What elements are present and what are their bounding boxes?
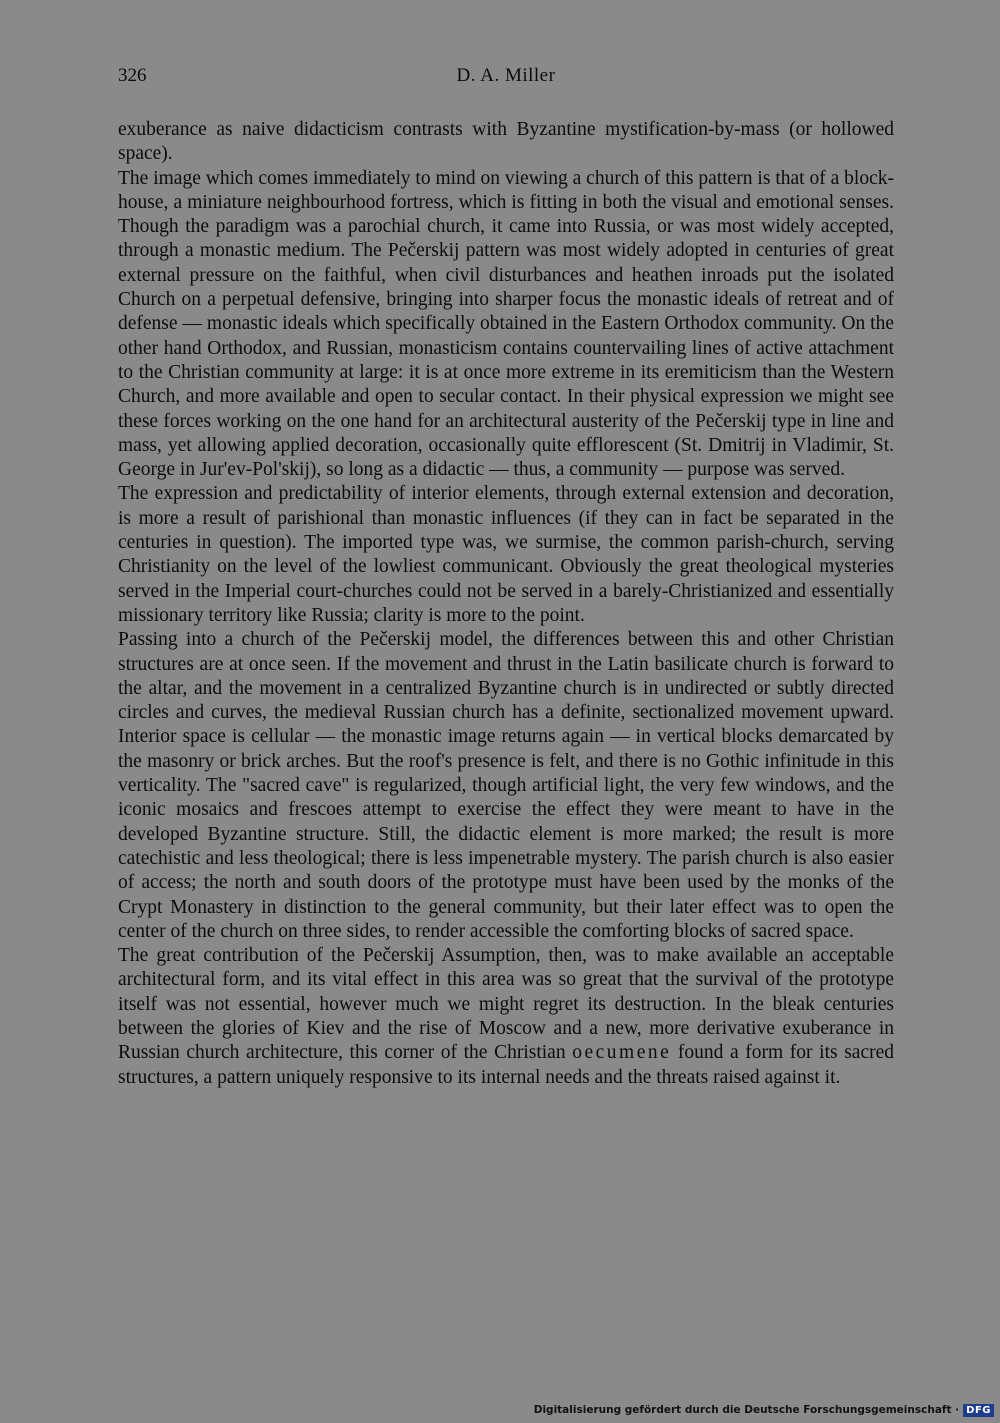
paragraph-2: The image which comes immediately to mind on viewing a church of this pattern is that of a block-house, a miniature neighbourhood fortress, which is fitting in both the visual and emotional senses. Though the paradigm was a parochial church, it came into Russia, or was most widely accepted, through a monastic medium. The Pečerskij pattern was most widely adopted in centuries of great external pressure on the faithful, when civil disturbances and heathen inroads put the isolated Church on a perpetual defensive, bringing into sharper focus the monastic ideals of retreat and of defense — monastic ideals which specifically obtained in the Eastern Orthodox community. On the other hand Orthodox, and Russian, monasticism contains countervailing lines of active attachment to the Christian community at large: it is at once more extreme in its eremiticism than the Western Church, and more available and open to secular contact. In their physical expression we might see these forces working on the one hand for an architectural austerity of the Pečerskij type in line and mass, yet allowing applied decoration, occasionally quite efflorescent (St. Dmitrij in Vladimir, St. George in Jur'ev-Pol'skij), so long as a didactic — thus, a community — purpose was served.: [118, 167, 894, 481]
dfg-logo: DFG: [963, 1404, 994, 1417]
digitization-footer: [534, 1403, 994, 1417]
page-header: [118, 64, 894, 88]
paragraph-5-text-end: found a form for its sacred structures, a pattern uniquely responsive to its internal needs and the threats raised against it.: [118, 1042, 895, 1088]
paragraph-4: Passing into a church of the Pečerskij model, the differences between this and other Christian structures are at once seen. If the movement and thrust in the Latin basilicate church is forward to the altar, and the movement in a centralized Byzantine church is in undirected or subtly directed circles and curves, the medieval Russian church has a definite, sectionalized movement upward. Interior space is cellular — the monastic image returns again — in vertical blocks demarcated by the masonry or brick arches. But the roof's presence is felt, and there is no Gothic infinitude in this verticality. The "sacred cave" is regularized, though artificial light, the very few windows, and the iconic mosaics and frescoes attempt to exercise the effect they were meant to have in the developed Byzantine structure. Still, the didactic element is more marked; the result is more catechistic and less theological; there is less impenetrable mystery. The parish church is also easier of access; the north and south doors of the prototype must have been used by the monks of the Crypt Monastery in distinction to the general community, but their later effect was to open the center of the church on three sides, to render accessible the comforting blocks of sacred space.: [118, 629, 894, 942]
paragraph-3: The expression and predictability of interior elements, through external extension and decoration, is more a result of parishional than monastic influences (if they can in fact be separated in the centuries in question). The imported type was, we surmise, the common parish-church, serving Christianity on the level of the lowliest communicant. Obviously the great theological mysteries served in the Imperial court-churches could not be served in a barely-Christianized and essentially missionary territory like Russia; clarity is more to the point.: [118, 483, 894, 626]
body-text: [118, 118, 894, 1090]
paragraph-1: exuberance as naive didacticism contrasts with Byzantine mystification-by-mass (or hollowed space).: [118, 119, 894, 165]
footer-credit: Digitalisierung gefördert durch die Deutsche Forschungsgemeinschaft ·: [533, 1404, 960, 1416]
paragraph-5: [118, 944, 894, 1090]
running-head: D. A. Miller: [456, 65, 556, 86]
paragraph-5-text-start: The great contribution of the Pečerskij Assumption, then, was to make available an acceptable architectural form, and its vital effect in this area was so great that the survival of the prototype itself was not essential, however much we might regret its destruction. In the bleak centuries between the glories of Kiev and the rise of Moscow and a new, more derivative exuberance in Russian church architecture, this corner of the Christian: [118, 945, 894, 1064]
spaced-term: oecumene: [572, 1042, 672, 1064]
page-number: 326: [118, 65, 147, 86]
